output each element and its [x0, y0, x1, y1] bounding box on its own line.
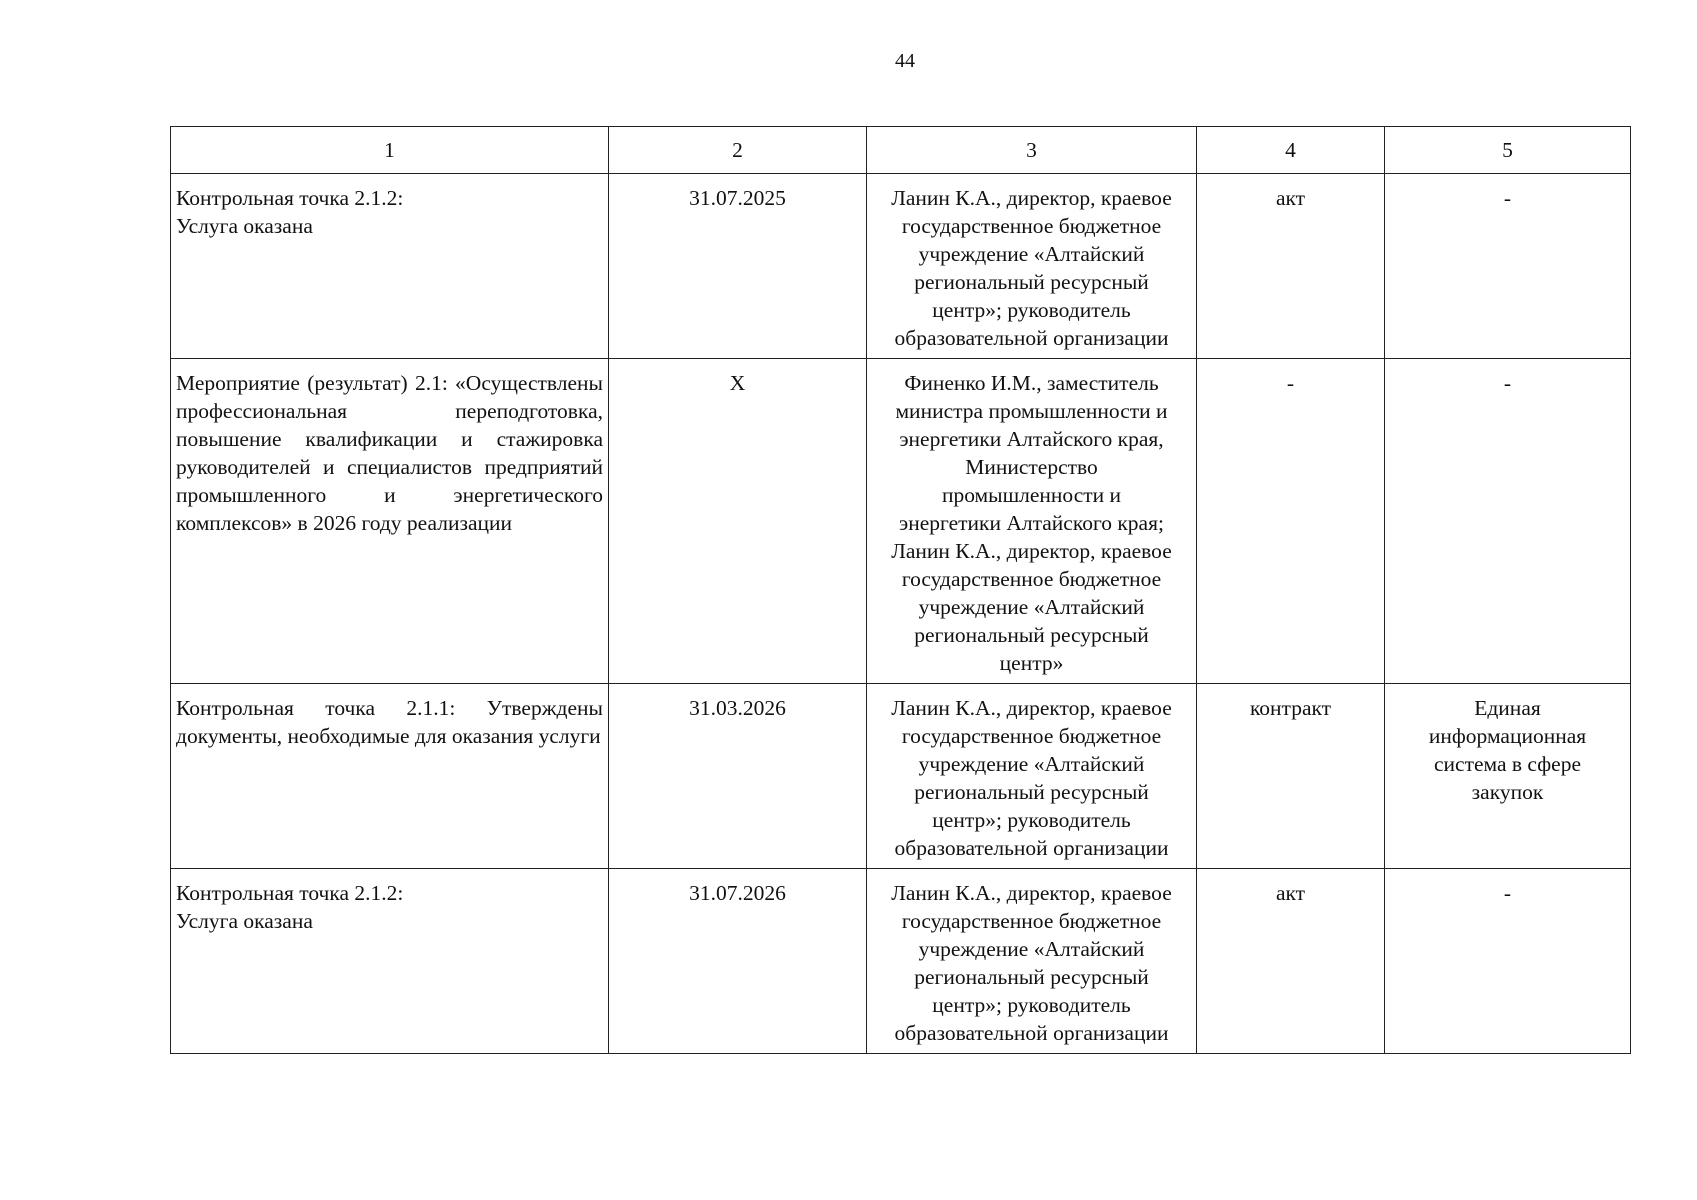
responsible-cell [867, 174, 1197, 359]
column-header: 5 [1385, 127, 1631, 174]
responsible-line: Министерство [965, 455, 1098, 479]
document-type-cell: контракт [1197, 684, 1385, 869]
responsible-line: министра промышленности и [895, 399, 1168, 423]
responsible-line: региональный ресурсный [914, 623, 1149, 647]
responsible-line: Ланин К.А., директор, краевое [891, 696, 1172, 720]
responsible-line: Ланин К.А., директор, краевое [891, 186, 1172, 210]
responsible-line: центр» [999, 651, 1064, 675]
info-system-cell [1385, 684, 1631, 869]
responsible-line: центр»; руководитель [932, 993, 1131, 1017]
responsible-cell [867, 684, 1197, 869]
responsible-line: центр»; руководитель [932, 808, 1131, 832]
document-type-cell: акт [1197, 869, 1385, 1054]
responsible-line: региональный ресурсный [914, 780, 1149, 804]
info-system-line: информационная [1428, 724, 1587, 748]
responsible-line: Ланин К.А., директор, краевое [891, 881, 1172, 905]
info-system-line: система в сфере [1433, 752, 1581, 776]
responsible-line: учреждение «Алтайский [918, 242, 1145, 266]
event-name-line: Контрольная точка 2.1.2: [176, 186, 404, 210]
control-points-table [170, 126, 1631, 1054]
responsible-line: региональный ресурсный [914, 965, 1149, 989]
responsible-line: энергетики Алтайского края; [899, 511, 1164, 535]
responsible-line: государственное бюджетное [901, 909, 1162, 933]
responsible-line: энергетики Алтайского края, [899, 427, 1164, 451]
event-name-cell: Мероприятие (результат) 2.1: «Осуществлены профессиональная переподготовка, повышение квалификации и стажировка руководителей и специалистов предприятий промышленного и энергетического комплексов» в 2026 году реализации [171, 359, 609, 684]
responsible-line: учреждение «Алтайский [918, 937, 1145, 961]
info-system-line: Единая [1474, 696, 1541, 720]
document-type-cell: акт [1197, 174, 1385, 359]
event-name-cell [171, 174, 609, 359]
responsible-cell [867, 869, 1197, 1054]
responsible-line: государственное бюджетное [901, 567, 1162, 591]
event-name-line: Услуга оказана [176, 214, 313, 238]
table-row [171, 174, 1631, 359]
responsible-line: региональный ресурсный [914, 270, 1149, 294]
table-row [171, 684, 1631, 869]
responsible-line: центр»; руководитель [932, 298, 1131, 322]
table-row [171, 869, 1631, 1054]
page-number: 44 [895, 50, 915, 72]
responsible-line: промышленности и [941, 483, 1122, 507]
responsible-line: государственное бюджетное [901, 214, 1162, 238]
responsible-line: государственное бюджетное [901, 724, 1162, 748]
responsible-cell [867, 359, 1197, 684]
responsible-line: образовательной организации [894, 836, 1169, 860]
responsible-line: образовательной организации [894, 1021, 1169, 1045]
event-name-line: Контрольная точка 2.1.2: [176, 881, 404, 905]
responsible-line: учреждение «Алтайский [918, 595, 1145, 619]
date-cell: 31.03.2026 [609, 684, 867, 869]
responsible-line: учреждение «Алтайский [918, 752, 1145, 776]
info-system-cell: - [1385, 869, 1631, 1054]
info-system-cell: - [1385, 359, 1631, 684]
column-header: 3 [867, 127, 1197, 174]
column-header: 4 [1197, 127, 1385, 174]
info-system-cell: - [1385, 174, 1631, 359]
date-cell: 31.07.2026 [609, 869, 867, 1054]
date-cell: X [609, 359, 867, 684]
responsible-line: образовательной организации [894, 326, 1169, 350]
event-name-line: Услуга оказана [176, 909, 313, 933]
responsible-line: Ланин К.А., директор, краевое [891, 539, 1172, 563]
column-header: 2 [609, 127, 867, 174]
table-header-row [171, 127, 1631, 174]
event-name-cell [171, 869, 609, 1054]
column-header: 1 [171, 127, 609, 174]
event-name-cell: Контрольная точка 2.1.1: Утверждены документы, необходимые для оказания услуги [171, 684, 609, 869]
responsible-line: Финенко И.М., заместитель [904, 371, 1159, 395]
document-type-cell: - [1197, 359, 1385, 684]
table-row [171, 359, 1631, 684]
info-system-line: закупок [1471, 780, 1544, 804]
date-cell: 31.07.2025 [609, 174, 867, 359]
